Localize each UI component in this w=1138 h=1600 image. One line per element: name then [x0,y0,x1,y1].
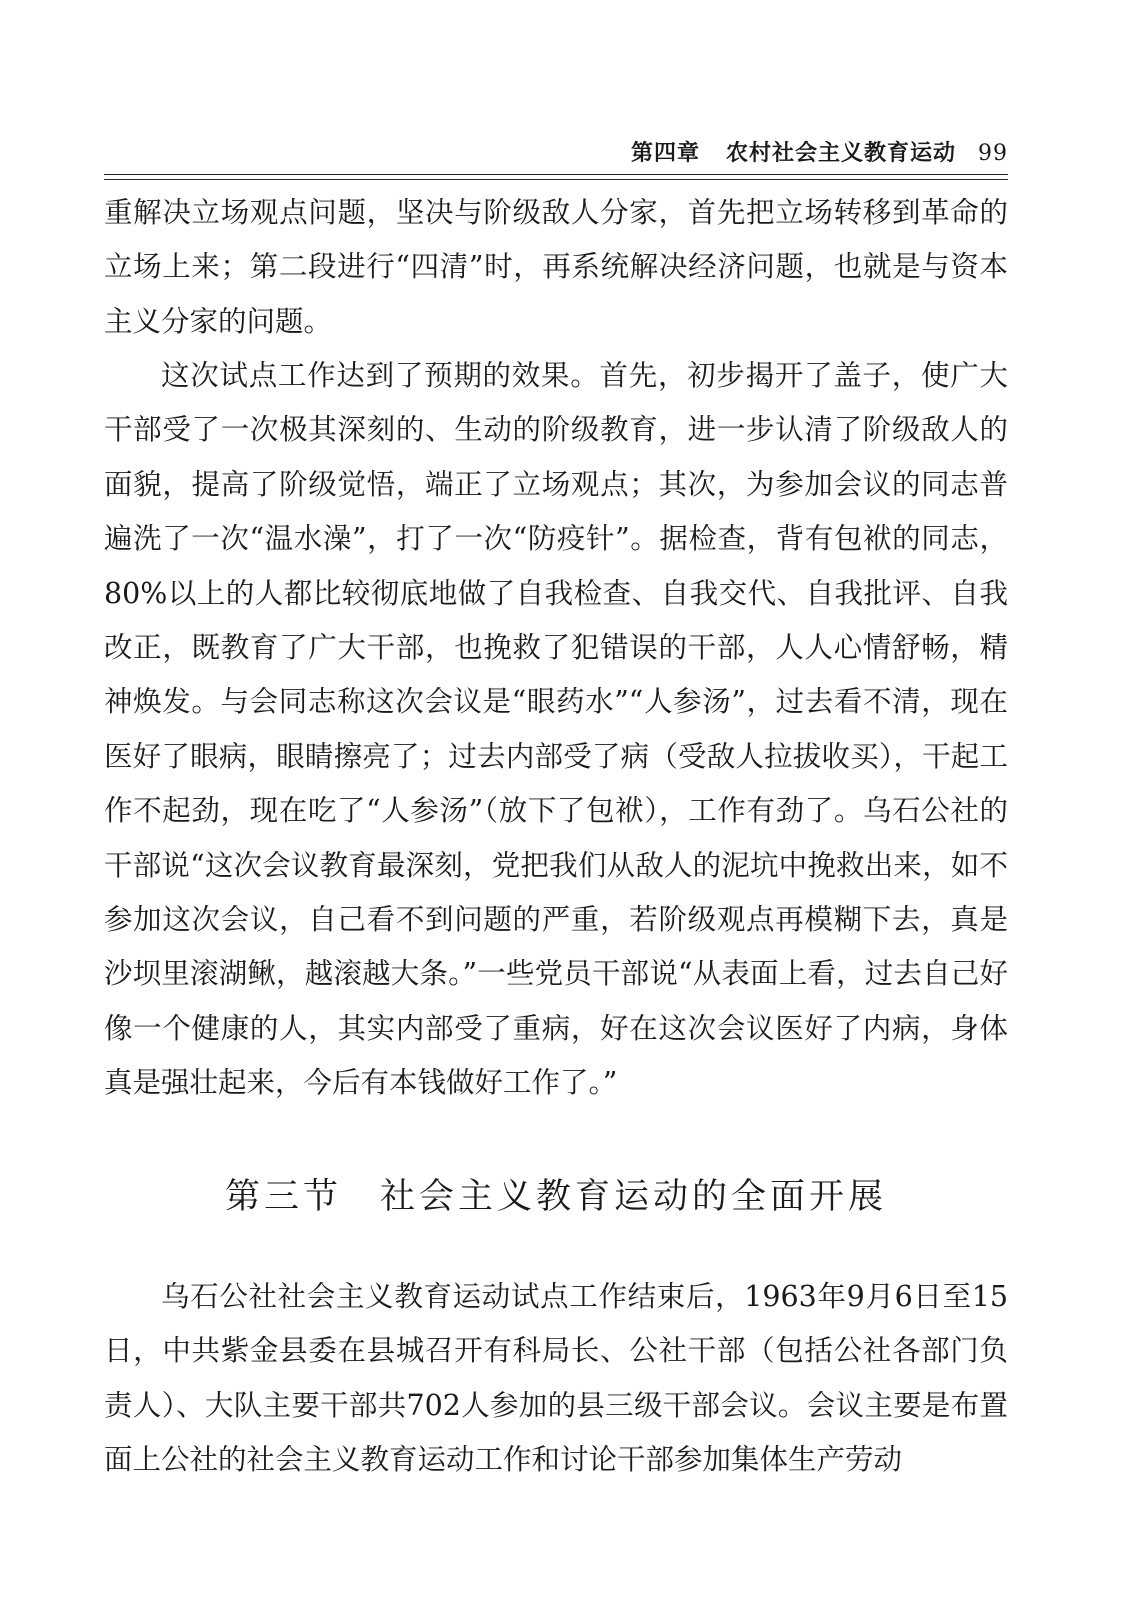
chapter-label: 第四章 [630,140,700,166]
section-number: 第三节 [224,1177,342,1217]
paragraph-section-intro: 乌石公社社会主义教育运动试点工作结束后，1963年9月6日至15日，中共紫金县委在县城召开有科局长、公社干部（包括公社各部门负责人）、大队主要干部共702人参加的县三级干部会议。会议主要是布置面上公社的社会主义教育运动工作和讨论干部参加集体生产劳动 [104,1280,1008,1477]
section-heading [104,1172,1008,1222]
running-header-text [631,138,1008,169]
paragraph-pilot-results: 这次试点工作达到了预期的效果。首先，初步揭开了盖子，使广大干部受了一次极其深刻的、生动的阶级教育，进一步认清了阶级敌人的面貌，提高了阶级觉悟，端正了立场观点；其次，为参加会议的同志普遍洗了一次“温水澡”，打了一次“防疫针”。据检查，背有包袱的同志，80%以上的人都比较彻底地做了自我检查、自我交代、自我批评、自我改正，既教育了广大干部，也挽救了犯错误的干部，人人心情舒畅，精神焕发。与会同志称这次会议是“眼药水”“人参汤”，过去看不清，现在医好了眼病，眼睛擦亮了；过去内部受了病（受敌人拉拔收买），干起工作不起劲，现在吃了“人参汤”（放下了包袱），工作有劲了。乌石公社的干部说“这次会议教育最深刻，党把我们从敌人的泥坑中挽救出来，如不参加这次会议，自己看不到问题的严重，若阶级观点再模糊下去，真是沙坝里滚湖鳅，越滚越大条。”一些党员干部说“从表面上看，过去自己好像一个健康的人，其实内部受了重病，好在这次会议医好了内病，身体真是强壮起来，今后有本钱做好工作了。” [104,359,1008,1100]
running-header [104,138,1008,172]
paragraph-continued: 重解决立场观点问题，坚决与阶级敌人分家，首先把立场转移到革命的立场上来；第二段进行“四清”时，再系统解决经济问题，也就是与资本主义分家的问题。 [104,196,1008,338]
chapter-title: 农村社会主义教育运动 [725,140,956,166]
header-rule-top [104,174,1008,175]
page-number: 99 [978,141,1008,166]
header-rule-bottom [104,179,1008,180]
section-title: 社会主义教育运动的全面开展 [380,1177,888,1217]
